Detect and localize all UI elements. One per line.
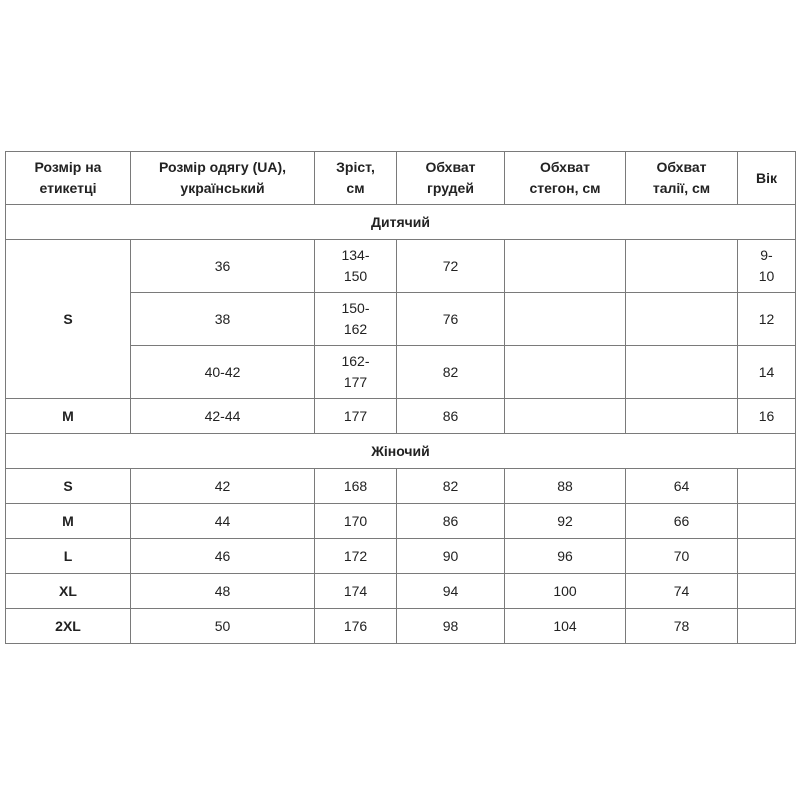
- cell-chest: 90: [397, 539, 505, 574]
- cell-waist: [626, 240, 738, 293]
- cell-chest: 72: [397, 240, 505, 293]
- cell-waist: [626, 346, 738, 399]
- cell-age: [738, 609, 796, 644]
- cell-ua: 40-42: [131, 346, 315, 399]
- group-row-women: [6, 434, 796, 469]
- cell-ua: 48: [131, 574, 315, 609]
- cell-ua: 36: [131, 240, 315, 293]
- cell-chest: 98: [397, 609, 505, 644]
- cell-height: 162- 177: [315, 346, 397, 399]
- cell-waist: 78: [626, 609, 738, 644]
- cell-ua: 44: [131, 504, 315, 539]
- cell-chest: 82: [397, 346, 505, 399]
- table-row: [6, 399, 796, 434]
- cell-waist: 74: [626, 574, 738, 609]
- cell-label: S: [6, 469, 131, 504]
- cell-hips: 104: [505, 609, 626, 644]
- cell-height: 177: [315, 399, 397, 434]
- cell-label: 2XL: [6, 609, 131, 644]
- table-row: [6, 539, 796, 574]
- cell-ua: 42-44: [131, 399, 315, 434]
- cell-ua: 42: [131, 469, 315, 504]
- cell-height: 174: [315, 574, 397, 609]
- cell-hips: [505, 399, 626, 434]
- table-row: [6, 504, 796, 539]
- cell-ua: 50: [131, 609, 315, 644]
- cell-waist: 70: [626, 539, 738, 574]
- size-chart: [5, 151, 795, 644]
- cell-chest: 86: [397, 504, 505, 539]
- cell-label: XL: [6, 574, 131, 609]
- header-age: Вік: [738, 152, 796, 205]
- cell-chest: 82: [397, 469, 505, 504]
- group-row-kids: [6, 205, 796, 240]
- cell-hips: [505, 293, 626, 346]
- cell-height: 176: [315, 609, 397, 644]
- group-title-kids: Дитячий: [6, 205, 796, 240]
- header-waist: Обхват талії, см: [626, 152, 738, 205]
- cell-age: [738, 469, 796, 504]
- cell-hips: 88: [505, 469, 626, 504]
- header-height: Зріст, см: [315, 152, 397, 205]
- cell-hips: 92: [505, 504, 626, 539]
- header-row: [6, 152, 796, 205]
- table-row: [6, 240, 796, 293]
- cell-hips: [505, 346, 626, 399]
- header-ua-size: Розмір одягу (UA), український: [131, 152, 315, 205]
- table-row: [6, 574, 796, 609]
- cell-waist: 64: [626, 469, 738, 504]
- table-row: [6, 469, 796, 504]
- cell-waist: [626, 399, 738, 434]
- header-chest: Обхват грудей: [397, 152, 505, 205]
- cell-hips: 96: [505, 539, 626, 574]
- cell-age: [738, 504, 796, 539]
- cell-chest: 76: [397, 293, 505, 346]
- cell-age: [738, 574, 796, 609]
- cell-height: 170: [315, 504, 397, 539]
- table-row: [6, 609, 796, 644]
- cell-age: 16: [738, 399, 796, 434]
- cell-label: M: [6, 399, 131, 434]
- cell-age: [738, 539, 796, 574]
- cell-ua: 38: [131, 293, 315, 346]
- header-label-size: Розмір на етикетці: [6, 152, 131, 205]
- cell-chest: 86: [397, 399, 505, 434]
- size-table: [5, 151, 796, 644]
- cell-waist: [626, 293, 738, 346]
- cell-chest: 94: [397, 574, 505, 609]
- header-hips: Обхват стегон, см: [505, 152, 626, 205]
- cell-age: 12: [738, 293, 796, 346]
- cell-height: 134- 150: [315, 240, 397, 293]
- cell-label: S: [6, 240, 131, 399]
- cell-ua: 46: [131, 539, 315, 574]
- cell-height: 172: [315, 539, 397, 574]
- group-title-women: Жіночий: [6, 434, 796, 469]
- cell-label: M: [6, 504, 131, 539]
- cell-waist: 66: [626, 504, 738, 539]
- cell-label: L: [6, 539, 131, 574]
- cell-height: 168: [315, 469, 397, 504]
- cell-height: 150- 162: [315, 293, 397, 346]
- cell-age: 9- 10: [738, 240, 796, 293]
- cell-hips: 100: [505, 574, 626, 609]
- cell-age: 14: [738, 346, 796, 399]
- cell-hips: [505, 240, 626, 293]
